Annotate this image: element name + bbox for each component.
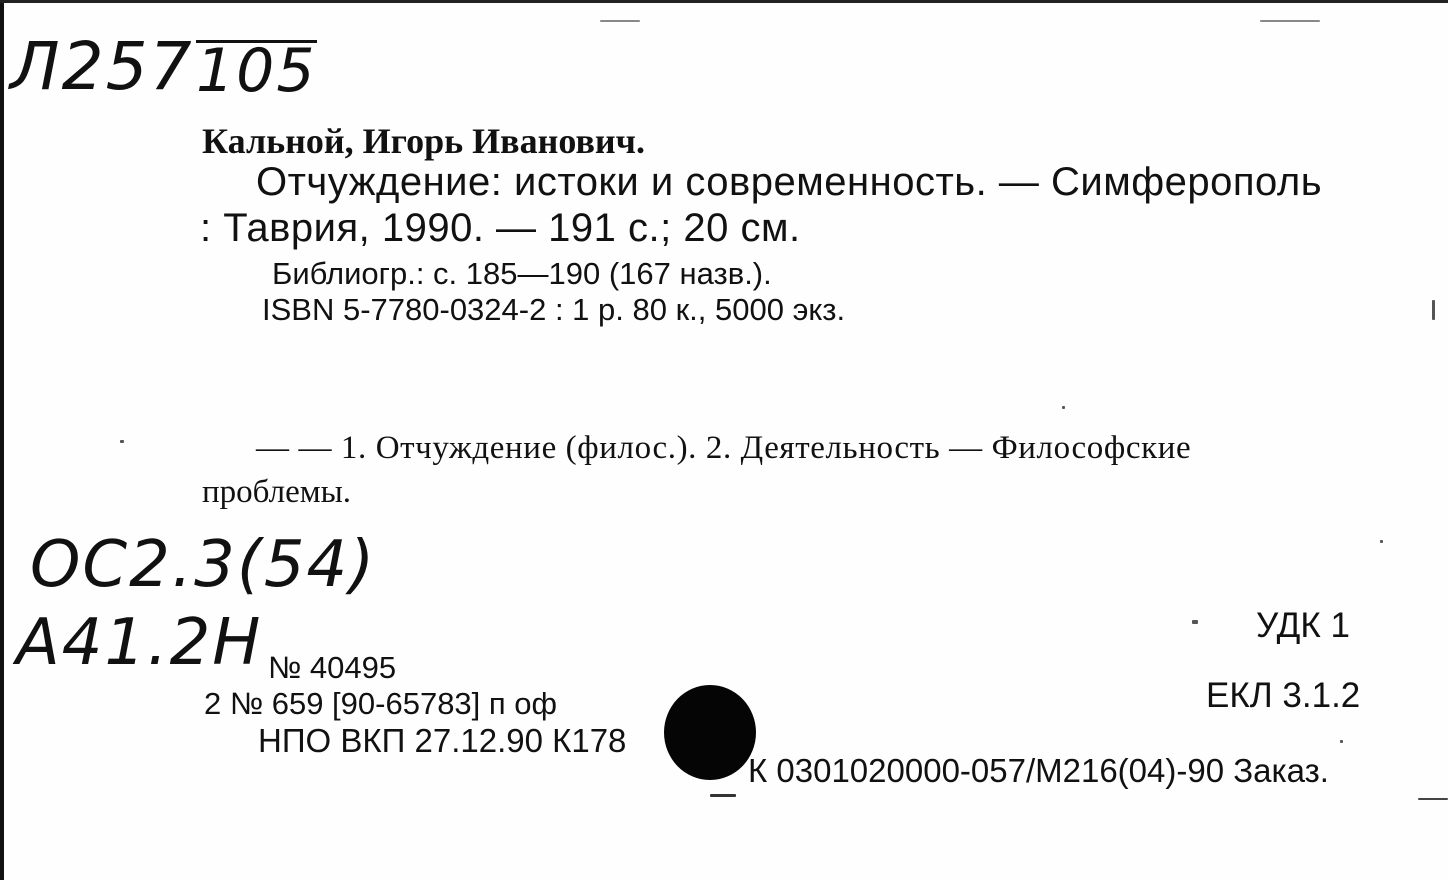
handwritten-classification-1: ОС2.3(54) [30, 528, 377, 602]
handwritten-call-number-2: 105 [196, 36, 317, 106]
subject-headings-line-1: — — 1. Отчуждение (филос.). 2. Деятельность — Философские [256, 430, 1192, 466]
scan-speck [1380, 540, 1383, 543]
card-left-edge [0, 0, 4, 880]
scan-speck [1432, 300, 1435, 320]
scan-speck [1192, 620, 1198, 624]
code-line: К 0301020000-057/М216(04)-90 Заказ. [748, 752, 1329, 789]
scan-speck [1260, 20, 1320, 22]
udk-code: УДК 1 [1256, 606, 1350, 645]
handwritten-call-number: Л257 [10, 28, 194, 105]
title-line-1: Отчуждение: истоки и современность. — Симферополь [256, 160, 1323, 204]
title-line-2: : Таврия, 1990. — 191 с.; 20 см. [200, 206, 801, 250]
bibliography-note: Библиогр.: с. 185—190 (167 назв.). [272, 256, 772, 291]
card-top-edge [0, 0, 1448, 3]
author-heading: Кальной, Игорь Иванович. [202, 121, 645, 161]
order-line: 2 № 659 [90-65783] п оф [204, 686, 558, 721]
handwritten-classification-2: А41.2Н [16, 606, 263, 680]
ekl-code: ЕКЛ 3.1.2 [1206, 676, 1361, 715]
scan-speck [120, 440, 124, 443]
scan-speck [710, 794, 736, 797]
isbn-line: ISBN 5-7780-0324-2 : 1 р. 80 к., 5000 экз. [262, 292, 846, 327]
record-number: № 40495 [268, 650, 397, 685]
npo-line: НПО ВКП 27.12.90 К178 [258, 722, 627, 759]
subject-headings-line-2: проблемы. [202, 474, 352, 510]
scan-speck [1062, 406, 1065, 409]
scan-speck [1418, 798, 1448, 800]
scan-speck [1340, 740, 1343, 743]
punched-hole [664, 685, 756, 780]
scan-speck [600, 20, 640, 22]
